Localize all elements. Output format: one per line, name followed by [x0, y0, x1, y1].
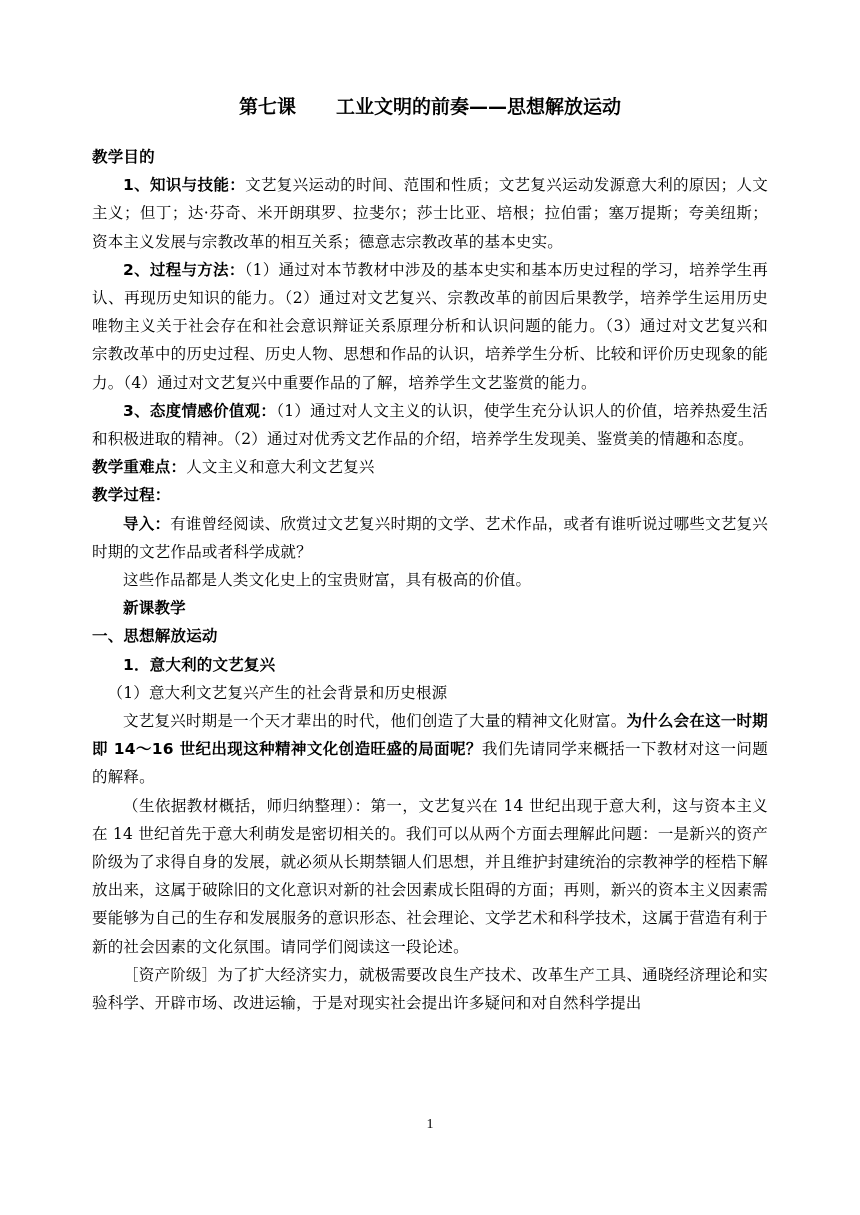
paragraph-2: （生依据教材概括，师归纳整理）：第一，文艺复兴在 14 世纪出现于意大利，这与资本主义在 14 世纪首先于意大利萌发是密切相关的。我们可以从两个方面去理解此问题：一是新兴的资产阶级为了求得自身的发展，就必须从长期禁锢人们思想，并且维护封建统治的宗教神学的桎梏下解放出来，这属于破除旧的文化意识对新的社会因素成长阻碍的方面；再则，新兴的资本主义因素需要能够为自己的生存和发展服务的意识形态、社会理论、文学艺术和科学技术，这属于营造有利于新的社会因素的文化氛围。请同学们阅读这一段论述。 [92, 796, 768, 956]
document-body [92, 143, 768, 1017]
lesson-topic: 工业文明的前奏——思想解放运动 [336, 96, 622, 118]
objective-process: 2、过程与方法：（1）通过对本节教材中涉及的基本史实和基本历史过程的学习，培养学生再认、再现历史知识的能力。（2）通过对文艺复兴、宗教改革的前因后果教学，培养学生运用历史唯物主义关于社会存在和社会意识辩证关系原理分析和认识问题的能力。（3）通过对文艺复兴和宗教改革中的历史过程、历史人物、思想和作品的认识，培养学生分析、比较和评价历史现象的能力。（4）通过对文艺复兴中重要作品的了解，培养学生文艺鉴赏的能力。 [92, 260, 768, 392]
intro-paragraph-2: 这些作品都是人类文化史上的宝贵财富，具有极高的价值。 [123, 571, 532, 590]
objective-attitude: 3、态度情感价值观：（1）通过对人文主义的认识，使学生充分认识人的价值，培养热爱生活和积极进取的精神。（2）通过对优秀文艺作品的介绍，培养学生发现美、鉴赏美的情趣和态度。 [92, 401, 768, 449]
process-heading: 教学过程： [92, 486, 171, 505]
paragraph-1: 文艺复兴时期是一个天才辈出的时代，他们创造了大量的精神文化财富。为什么会在这一时期即 14～16 世纪出现这种精神文化创造旺盛的局面呢？我们先请同学来概括一下教材对这一问题的解释。 [92, 712, 768, 787]
section-heading: 一、思想解放运动 [92, 627, 218, 646]
intro-paragraph: 导入：有谁曾经阅读、欣赏过文艺复兴时期的文学、艺术作品，或者有谁听说过哪些文艺复兴时期的文艺作品或者科学成就？ [92, 514, 768, 561]
lesson-title [0, 92, 860, 119]
key-points: 教学重难点：人文主义和意大利文艺复兴 [92, 458, 375, 477]
objectives-heading: 教学目的 [92, 148, 155, 166]
objective-knowledge: 1、知识与技能：文艺复兴运动的时间、范围和性质；文艺复兴运动发源意大利的原因；人文主义；但丁；达·芬奇、米开朗琪罗、拉斐尔；莎士比亚、培根；拉伯雷；塞万提斯；夸美纽斯；资本主义发展与宗教改革的相互关系；德意志宗教改革的基本史实。 [92, 176, 768, 251]
point-heading: （1）意大利文艺复兴产生的社会背景和历史根源 [107, 683, 448, 702]
subsection-heading: 1．意大利的文艺复兴 [123, 655, 276, 674]
lesson-number: 第七课 [238, 96, 296, 118]
new-lesson-heading: 新课教学 [123, 599, 186, 618]
page-number: 1 [426, 1117, 434, 1132]
paragraph-3: ［资产阶级］为了扩大经济实力，就极需要改良生产技术、改革生产工具、通晓经济理论和实验科学、开辟市场、改进运输，于是对现实社会提出许多疑问和对自然科学提出 [92, 965, 768, 1013]
